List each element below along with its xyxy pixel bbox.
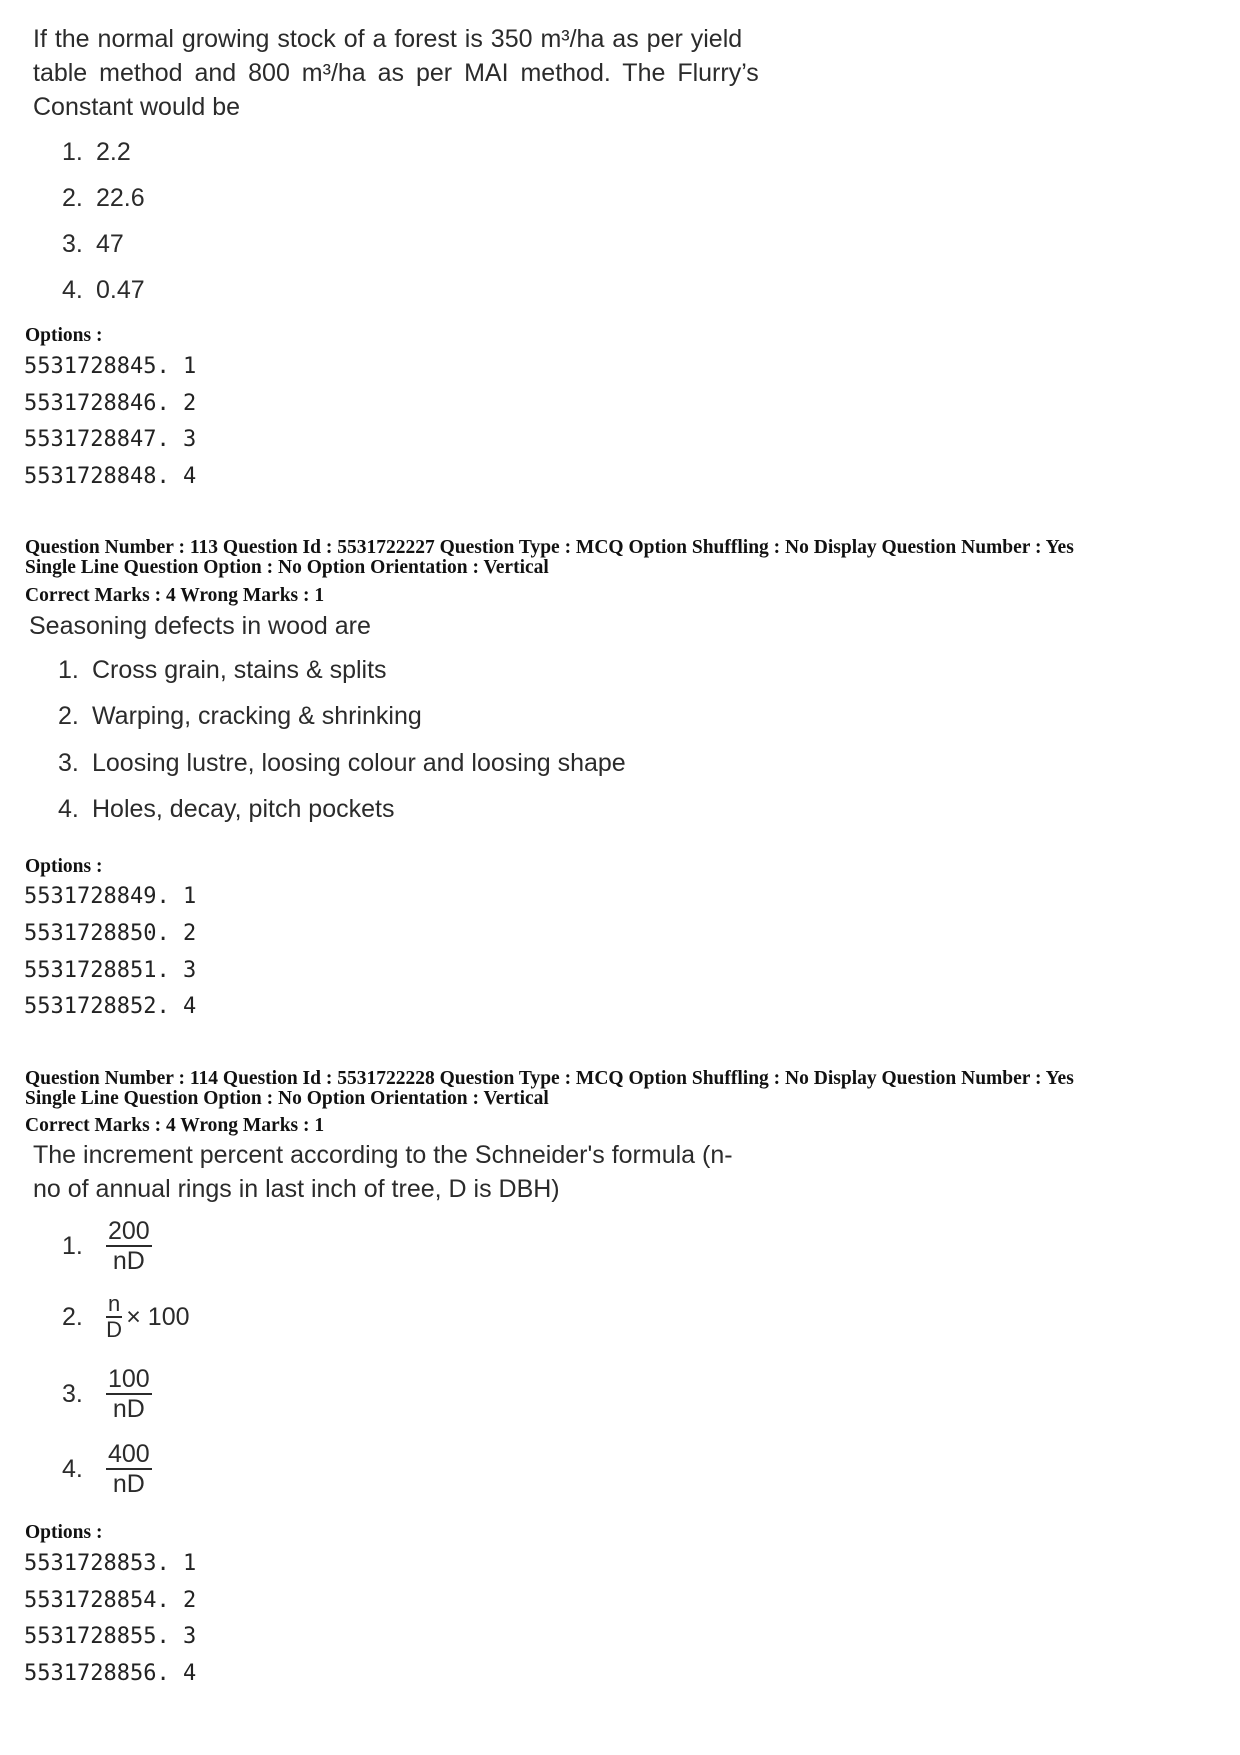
- option-id: 5531728851. 3: [24, 958, 197, 983]
- choice-item: [62, 1441, 152, 1497]
- fraction: [106, 1218, 152, 1274]
- choice-item: [62, 1293, 190, 1341]
- choice-item: [58, 702, 422, 731]
- question-header-line: Single Line Question Option : No Option Orientation : Vertical: [25, 557, 549, 578]
- options-heading: Options :: [25, 325, 103, 346]
- option-id: 5531728855. 3: [24, 1624, 197, 1649]
- choice-number: 4.: [58, 795, 79, 823]
- fraction: [106, 1293, 122, 1341]
- choice-number: 3.: [58, 749, 79, 777]
- choice-number: 1.: [58, 656, 79, 684]
- choice-number: 3.: [62, 1379, 83, 1408]
- question-text-line: If the normal growing stock of a forest is 350 m³/ha as per yield: [33, 25, 743, 53]
- fraction-numerator: n: [108, 1291, 121, 1316]
- choice-item: [58, 795, 394, 824]
- choice-item: [62, 276, 145, 305]
- choice-number: 2.: [58, 702, 79, 730]
- choice-item: [62, 230, 124, 259]
- choice-text: 47: [96, 230, 124, 258]
- fraction-denominator: D: [106, 1317, 123, 1342]
- choice-number: 1.: [62, 138, 83, 166]
- fraction: [106, 1441, 152, 1497]
- option-id: 5531728847. 3: [24, 427, 197, 452]
- options-heading: Options :: [25, 856, 103, 877]
- fraction-numerator: 400: [108, 1440, 150, 1468]
- choice-number: 1.: [62, 1231, 83, 1260]
- choice-text: 2.2: [96, 138, 131, 166]
- option-id: 5531728846. 2: [24, 391, 197, 416]
- choice-text: Loosing lustre, loosing colour and loosing shape: [92, 749, 626, 777]
- option-id: 5531728856. 4: [24, 1661, 197, 1686]
- choice-item: [62, 1218, 152, 1274]
- question-header-line: Question Number : 113 Question Id : 5531722227 Question Type : MCQ Option Shuffling : No Display Question Number : Yes: [25, 537, 1074, 558]
- fraction-denominator: nD: [112, 1470, 145, 1498]
- question-112-image: [33, 22, 763, 124]
- fraction-numerator: 100: [108, 1365, 150, 1393]
- choice-number: 2.: [62, 1302, 83, 1331]
- choice-text: 22.6: [96, 184, 145, 212]
- option-id: 5531728848. 4: [24, 464, 197, 489]
- choice-text: 0.47: [96, 276, 145, 304]
- option-id: 5531728854. 2: [24, 1588, 197, 1613]
- question-text: [33, 1138, 773, 1206]
- question-text: Seasoning defects in wood are: [29, 612, 371, 640]
- option-id: 5531728850. 2: [24, 921, 197, 946]
- fraction-denominator: nD: [112, 1395, 145, 1423]
- options-heading: Options :: [25, 1522, 103, 1543]
- option-id: 5531728853. 1: [24, 1551, 197, 1576]
- question-text-line: no of annual rings in last inch of tree, D is DBH): [33, 1175, 560, 1203]
- fraction-numerator: 200: [108, 1217, 150, 1245]
- choice-text: Cross grain, stains & splits: [92, 656, 387, 684]
- choice-text: Holes, decay, pitch pockets: [92, 795, 395, 823]
- fraction-denominator: nD: [112, 1247, 145, 1275]
- choice-text: Warping, cracking & shrinking: [92, 702, 422, 730]
- choice-item: [62, 138, 131, 167]
- question-text-line: table method and 800 m³/ha as per MAI method. The Flurry’s: [33, 59, 759, 87]
- question-text-line: Constant would be: [33, 93, 241, 121]
- marks-line: Correct Marks : 4 Wrong Marks : 1: [25, 585, 325, 606]
- choice-number: 3.: [62, 230, 83, 258]
- choice-item: [58, 749, 626, 778]
- option-id: 5531728845. 1: [24, 354, 197, 379]
- marks-line: Correct Marks : 4 Wrong Marks : 1: [25, 1115, 325, 1136]
- question-114-image: [33, 1138, 773, 1206]
- option-id: 5531728849. 1: [24, 884, 197, 909]
- question-text: [33, 22, 763, 124]
- question-header-line: Single Line Question Option : No Option Orientation : Vertical: [25, 1088, 549, 1109]
- choice-number: 4.: [62, 1454, 83, 1483]
- choice-item: [58, 656, 387, 685]
- choice-item: [62, 184, 145, 213]
- question-text-line: The increment percent according to the Schneider's formula (n-: [33, 1141, 733, 1169]
- fraction: [106, 1366, 152, 1422]
- choice-item: [62, 1366, 152, 1422]
- question-header-line: Question Number : 114 Question Id : 5531722228 Question Type : MCQ Option Shuffling : No Display Question Number : Yes: [25, 1068, 1074, 1089]
- option-id: 5531728852. 4: [24, 994, 197, 1019]
- choice-number: 4.: [62, 276, 83, 304]
- choice-number: 2.: [62, 184, 83, 212]
- multiplier-text: × 100: [126, 1302, 190, 1331]
